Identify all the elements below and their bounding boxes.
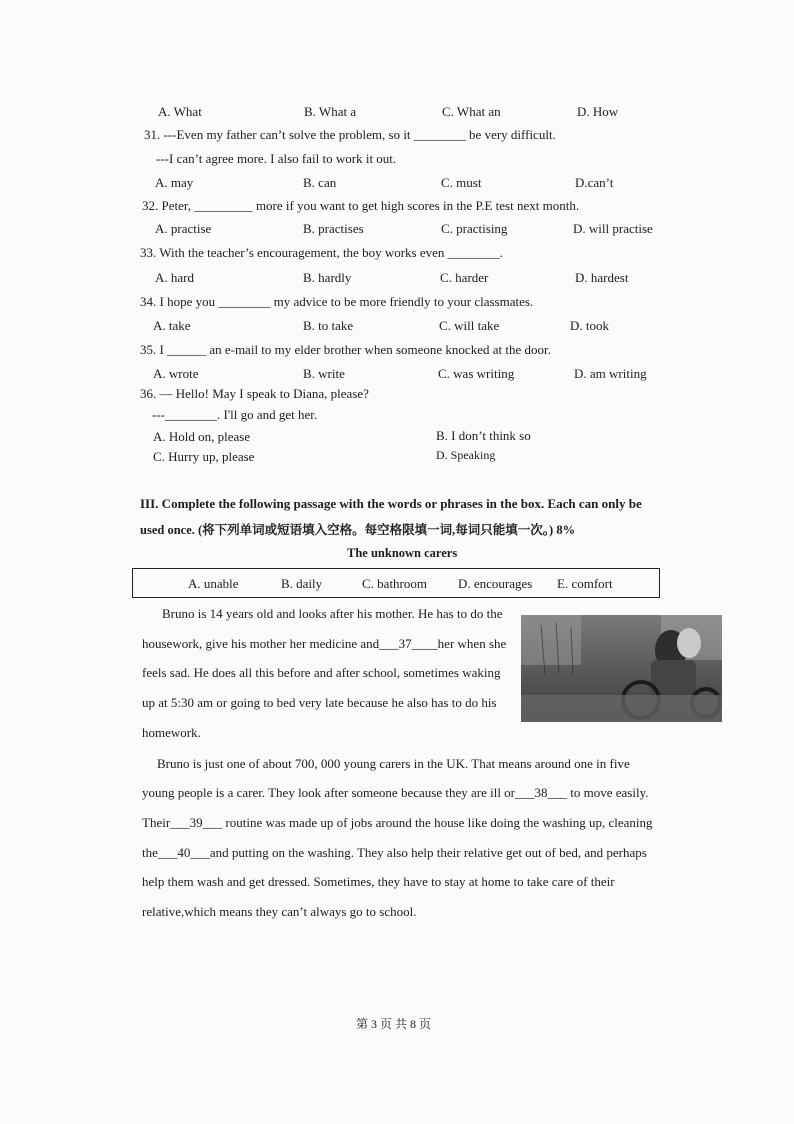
page-footer: 第 3 页 共 8 页 [356,1017,432,1031]
word-option-a: A. unable [188,576,239,591]
option-d: D. will practise [573,221,653,236]
option-a: A. may [155,175,194,190]
option-a: A. take [153,318,191,333]
question-stem: 31. ---Even my father can’t solve the problem, so it ________ be very difficult. [144,127,556,142]
option-c: C. Hurry up, please [153,449,255,464]
option-b: B. hardly [303,270,352,285]
option-a: A. hard [155,270,194,285]
option-b: B. What a [304,104,357,119]
option-a: A. practise [155,221,212,236]
question-followup: ---________. I'll go and get her. [152,407,318,422]
option-a: A. Hold on, please [153,429,251,444]
passage-line: feels sad. He does all this before and after school, sometimes waking [142,665,501,680]
option-c: C. was writing [438,366,515,381]
option-c: C. harder [440,270,489,285]
passage-line: Bruno is just one of about 700, 000 young carers in the UK. That means around one in five [157,756,630,771]
question-stem: 35. I ______ an e-mail to my elder brother when someone knocked at the door. [140,342,551,357]
passage-line: help them wash and get dressed. Sometimes, they have to stay at home to take care of their [142,874,615,889]
option-b: B. practises [303,221,364,236]
passage-line: housework, give his mother her medicine and___37____her when she [142,636,507,651]
passage-line: Their___39___ routine was made up of jobs around the house like doing the washing up, cleaning [142,815,653,830]
passage-line: young people is a carer. They look after someone because they are ill or___38___ to move easily. [142,785,649,800]
option-d: D. took [570,318,609,333]
option-d: D. Speaking [436,448,496,462]
option-a: A. What [158,104,202,119]
photo-illustration [521,615,722,722]
option-b: B. to take [303,318,354,333]
word-option-e: E. comfort [557,576,613,591]
option-c: C. What an [442,104,501,119]
passage-line: the___40___and putting on the washing. They also help their relative get out of bed, and perhaps [142,845,647,860]
option-d: D.can’t [575,175,614,190]
section-heading-instructions: used once. (将下列单词或短语填入空格。每空格限填一词,每词只能填一次。) 8% [140,523,576,537]
word-option-b: B. daily [281,576,323,591]
option-c: C. practising [441,221,508,236]
option-b: B. write [303,366,345,381]
option-b: B. can [303,175,337,190]
question-stem: 33. With the teacher’s encouragement, the boy works even ________. [140,245,503,260]
word-option-d: D. encourages [458,576,533,591]
option-b: B. I don’t think so [436,428,531,443]
option-a: A. wrote [153,366,199,381]
question-followup: ---I can’t agree more. I also fail to work it out. [156,151,397,166]
option-c: C. will take [439,318,500,333]
question-stem: 34. I hope you ________ my advice to be more friendly to your classmates. [140,294,534,309]
passage-line: Bruno is 14 years old and looks after his mother. He has to do the [162,606,503,621]
passage-photo [521,615,722,722]
question-stem: 36. — Hello! May I speak to Diana, please? [140,386,369,401]
option-d: D. am writing [574,366,647,381]
passage-line: relative,which means they can’t always go to school. [142,904,417,919]
question-stem: 32. Peter, _________ more if you want to get high scores in the P.E test next month. [142,198,580,213]
option-c: C. must [441,175,482,190]
passage-title: The unknown carers [347,546,458,560]
option-d: D. hardest [575,270,629,285]
word-option-c: C. bathroom [362,576,427,591]
option-d: D. How [577,104,619,119]
section-heading: III. Complete the following passage with the words or phrases in the box. Each can only be [140,496,642,511]
passage-line: up at 5:30 am or going to bed very late because he also has to do his [142,695,497,710]
passage-line: homework. [142,725,201,740]
word-box [132,568,660,598]
